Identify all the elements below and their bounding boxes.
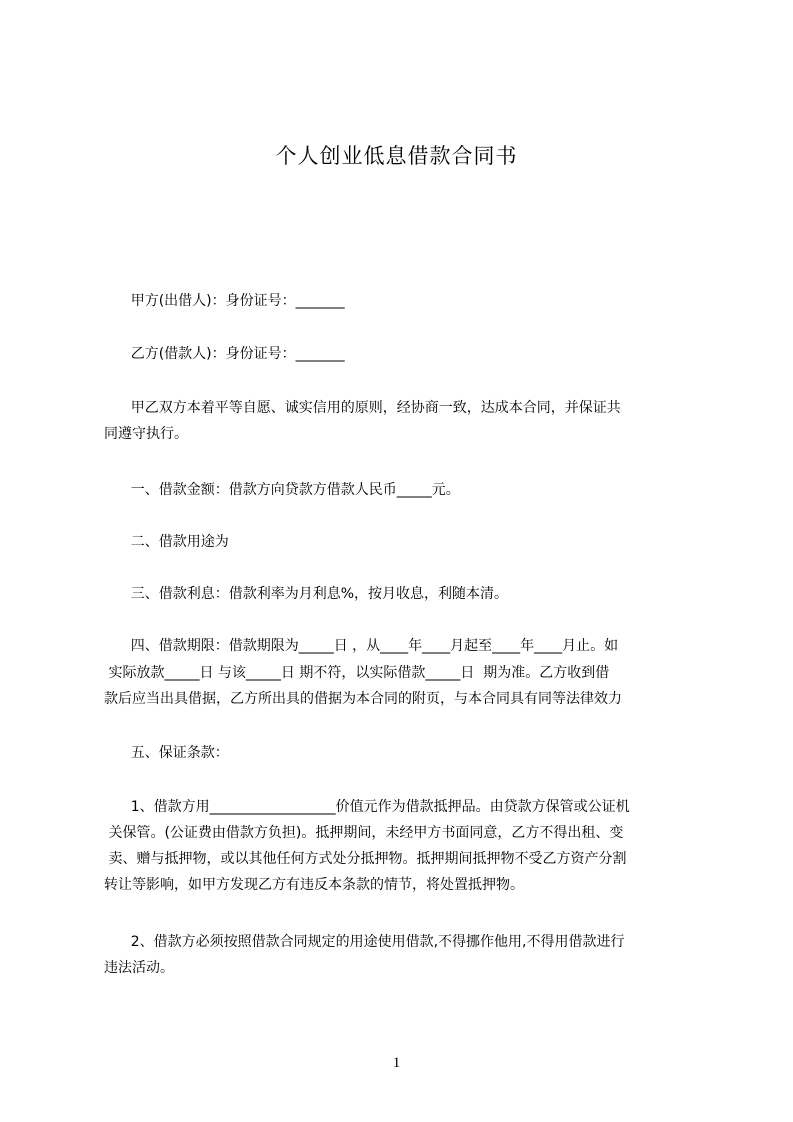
clause-5-2-line-1: 2、借款方必须按照借款合同规定的用途使用借款,不得挪作他用,不得用借款进行 — [104, 934, 625, 950]
clause-5-1-line-4: 转让等影响，如甲方发现乙方有违反本条款的情节，将处置抵押物。 — [104, 877, 524, 893]
clause-4-term-line-2: 实际放款_____日 与该_____日 期不符，以实际借款_____日 期为准。乙方收到借 — [104, 665, 610, 681]
clause-1-amount: 一、借款金额：借款方向贷款方借款人民币_____元。 — [104, 482, 460, 498]
party-a-line: 甲方(出借人)：身份证号：_______ — [104, 293, 345, 309]
clause-4-term-line-1: 四、借款期限：借款期限为_____日 ，从____年____月起至____年____月止。如 — [104, 638, 619, 654]
party-b-line: 乙方(借款人)：身份证号：_______ — [104, 346, 345, 362]
clause-5-2-line-2: 违法活动。 — [104, 960, 174, 976]
clause-4-term-line-3: 款后应当出具借据，乙方所出具的借据为本合同的附页，与本合同具有同等法律效力 — [104, 691, 622, 707]
clause-5-heading: 五、保证条款： — [104, 745, 229, 761]
preamble-line-1: 甲乙双方本着平等自愿、诚实信用的原则，经协商一致，达成本合同，并保证共 — [104, 400, 621, 416]
clause-3-interest: 三、借款利息：借款利率为月利息%，按月收息，利随本清。 — [104, 586, 509, 602]
clause-5-1-line-2: 关保管。(公证费由借款方负担)。抵押期间，未经甲方书面同意，乙方不得出租、变 — [104, 825, 624, 841]
page-number: 1 — [392, 1055, 401, 1071]
clause-5-1-line-1: 1、借款方用__________________价值元作为借款抵押品。由贷款方保管或公证机 — [104, 799, 630, 815]
preamble-line-2: 同遵守执行。 — [104, 426, 188, 442]
document-title: 个人创业低息借款合同书 — [275, 144, 518, 168]
clause-2-purpose: 二、借款用途为 — [104, 534, 229, 550]
clause-5-1-line-3: 卖、赠与抵押物，或以其他任何方式处分抵押物。抵押期间抵押物不受乙方资产分割 — [104, 851, 627, 867]
